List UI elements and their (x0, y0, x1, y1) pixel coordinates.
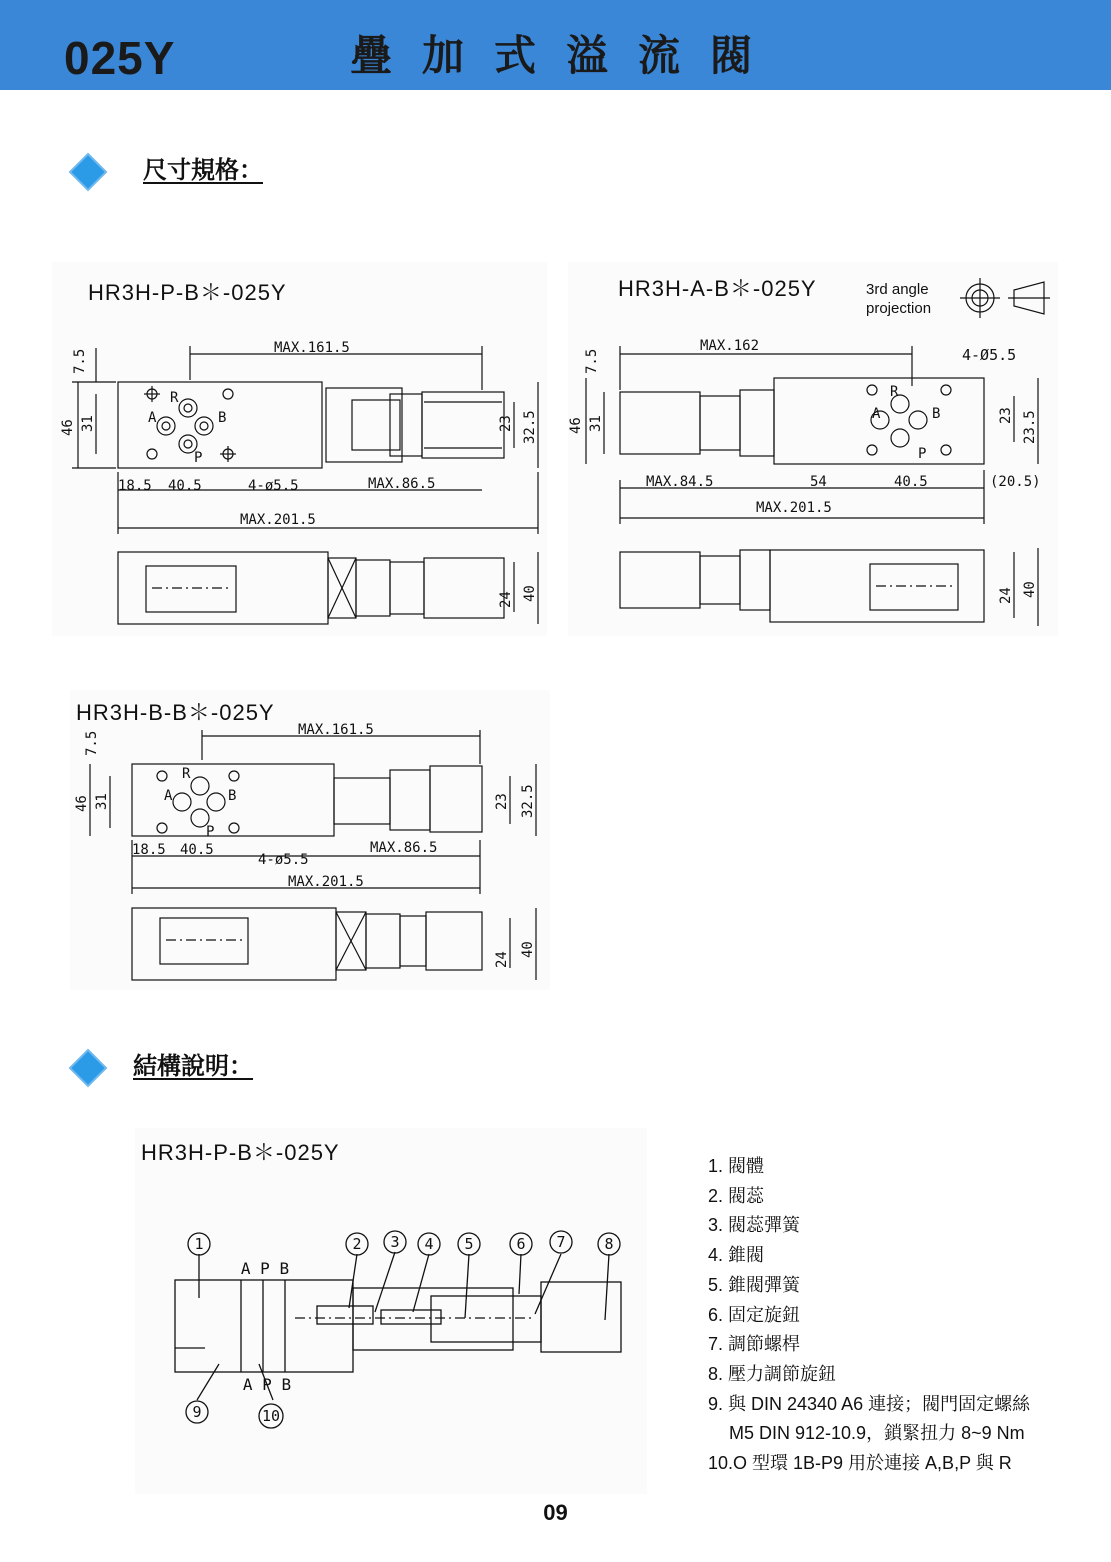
dim-p-24: 24 (498, 591, 514, 608)
dim-b-max-86-5: MAX.86.5 (370, 840, 438, 856)
callout-2: 2 (352, 1235, 362, 1253)
part-item-3: 3. 閥蕊彈簧 (708, 1215, 801, 1236)
dim-a-holes: 4-Ø5.5 (962, 346, 1017, 364)
callout-7: 7 (556, 1233, 566, 1251)
dim-b-23: 23 (494, 793, 510, 810)
port-a-p: P (918, 446, 927, 462)
port-p-b: B (218, 410, 227, 426)
part-item-1: 1. 閥體 (708, 1156, 765, 1176)
drawing-section-svg (135, 1128, 647, 1494)
section-title-structure: 結構說明： (133, 1053, 253, 1080)
drawing-section-view (135, 1128, 647, 1494)
page-title: 疊加式溢流閥 (350, 32, 783, 79)
port-a-b: B (932, 406, 941, 422)
callout-9: 9 (192, 1403, 202, 1421)
section-heading-structure (68, 1048, 368, 1088)
part-item-5: 5. 錐閥彈簧 (708, 1274, 801, 1295)
callout-4: 4 (424, 1235, 434, 1253)
dim-b-32-5: 32.5 (520, 784, 536, 818)
dim-a-max-top: MAX.162 (700, 338, 760, 354)
dim-b-40: 40 (520, 941, 536, 958)
section-title-dimensions: 尺寸規格： (143, 157, 263, 184)
callout-8: 8 (604, 1235, 614, 1253)
dim-a-40-5: 40.5 (894, 474, 928, 490)
section-bottom-ports: A P B (242, 1375, 292, 1394)
part-item-6: 6. 固定旋鈕 (708, 1304, 801, 1325)
diamond-bullet-icon (68, 1048, 108, 1088)
drawing-title-p: HR3H-P-B＊-025Y (88, 280, 287, 305)
port-b-p: P (206, 824, 215, 840)
port-b-b: B (228, 788, 237, 804)
part-item-7: 7. 調節螺桿 (708, 1334, 801, 1355)
dim-b-40-5: 40.5 (180, 842, 214, 858)
dim-a-20-5: (20.5) (990, 474, 1041, 490)
callout-3: 3 (390, 1233, 400, 1251)
port-a-a: A (872, 406, 881, 422)
part-item-9: 9. 與 DIN 24340 A6 連接；閥門固定螺絲 (708, 1393, 1031, 1414)
parts-list (708, 1152, 1088, 1479)
callout-5: 5 (464, 1235, 474, 1253)
dim-a-max-84-5: MAX.84.5 (646, 474, 714, 490)
dim-a-40: 40 (1022, 581, 1038, 598)
port-p-r: R (170, 390, 179, 406)
dim-a-7-5: 7.5 (584, 348, 600, 374)
dim-a-54: 54 (810, 474, 827, 490)
drawing-p-svg (52, 262, 547, 636)
port-a-r: R (890, 384, 899, 400)
callout-6: 6 (516, 1235, 526, 1253)
callout-1: 1 (194, 1235, 204, 1253)
dim-a-24: 24 (998, 587, 1014, 604)
part-item-2: 2. 閥蕊 (708, 1185, 765, 1206)
part-item-10: 10.O 型環 1B-P9 用於連接 A,B,P 與 R (708, 1453, 1012, 1474)
dim-b-holes: 4-ø5.5 (258, 852, 309, 868)
dim-a-31: 31 (588, 415, 604, 432)
dim-a-23-5: 23.5 (1022, 410, 1038, 444)
drawing-hr3h-a (568, 262, 1058, 636)
part-item-9-cont: M5 DIN 912-10.9，鎖緊扭力 8~9 Nm (729, 1423, 1025, 1444)
section-top-ports: A P B (240, 1259, 290, 1278)
part-item-4: 4. 錐閥 (708, 1245, 765, 1266)
dim-p-max-86-5: MAX.86.5 (368, 476, 436, 492)
drawing-title-a: HR3H-A-B＊-025Y (618, 276, 817, 301)
port-b-a: A (164, 788, 173, 804)
port-p-a: A (148, 410, 157, 426)
port-b-r: R (182, 766, 191, 782)
drawing-title-b: HR3H-B-B＊-025Y (76, 700, 275, 725)
section-heading-dimensions (68, 152, 368, 192)
dim-p-46: 46 (60, 419, 76, 436)
projection-line2: projection (866, 300, 932, 317)
dim-p-holes: 4-ø5.5 (248, 478, 299, 494)
dim-p-32-5: 32.5 (522, 410, 538, 444)
page-number: 09 (543, 1500, 568, 1525)
projection-line1: 3rd angle (866, 281, 929, 298)
drawing-b-svg (70, 690, 550, 990)
drawing-hr3h-p (52, 262, 547, 636)
drawing-title-section: HR3H-P-B＊-025Y (141, 1140, 340, 1165)
dim-p-max-total: MAX.201.5 (240, 512, 316, 528)
dim-b-max-top: MAX.161.5 (298, 722, 374, 738)
dim-p-18-5: 18.5 (118, 478, 152, 494)
part-item-8: 8. 壓力調節旋鈕 (708, 1363, 837, 1384)
dim-b-7-5: 7.5 (84, 730, 100, 756)
dim-p-max-top: MAX.161.5 (274, 340, 350, 356)
dim-p-23: 23 (498, 415, 514, 432)
drawing-a-svg (568, 262, 1058, 636)
dim-b-31: 31 (94, 793, 110, 810)
dim-b-18-5: 18.5 (132, 842, 166, 858)
dim-p-7-5: 7.5 (72, 348, 88, 374)
dim-b-24: 24 (494, 951, 510, 968)
header-bar (0, 0, 1111, 90)
model-code: 025Y (64, 32, 176, 84)
diamond-bullet-icon (68, 152, 108, 192)
dim-a-46: 46 (568, 417, 584, 434)
dim-b-46: 46 (74, 795, 90, 812)
dim-a-23: 23 (998, 407, 1014, 424)
port-p-p: P (194, 450, 203, 466)
callout-10: 10 (261, 1407, 281, 1425)
dim-p-40-5: 40.5 (168, 478, 202, 494)
dim-a-max-total: MAX.201.5 (756, 500, 832, 516)
drawing-hr3h-b (70, 690, 550, 990)
dim-b-max-total: MAX.201.5 (288, 874, 364, 890)
dim-p-31: 31 (80, 415, 96, 432)
dim-p-40: 40 (522, 585, 538, 602)
